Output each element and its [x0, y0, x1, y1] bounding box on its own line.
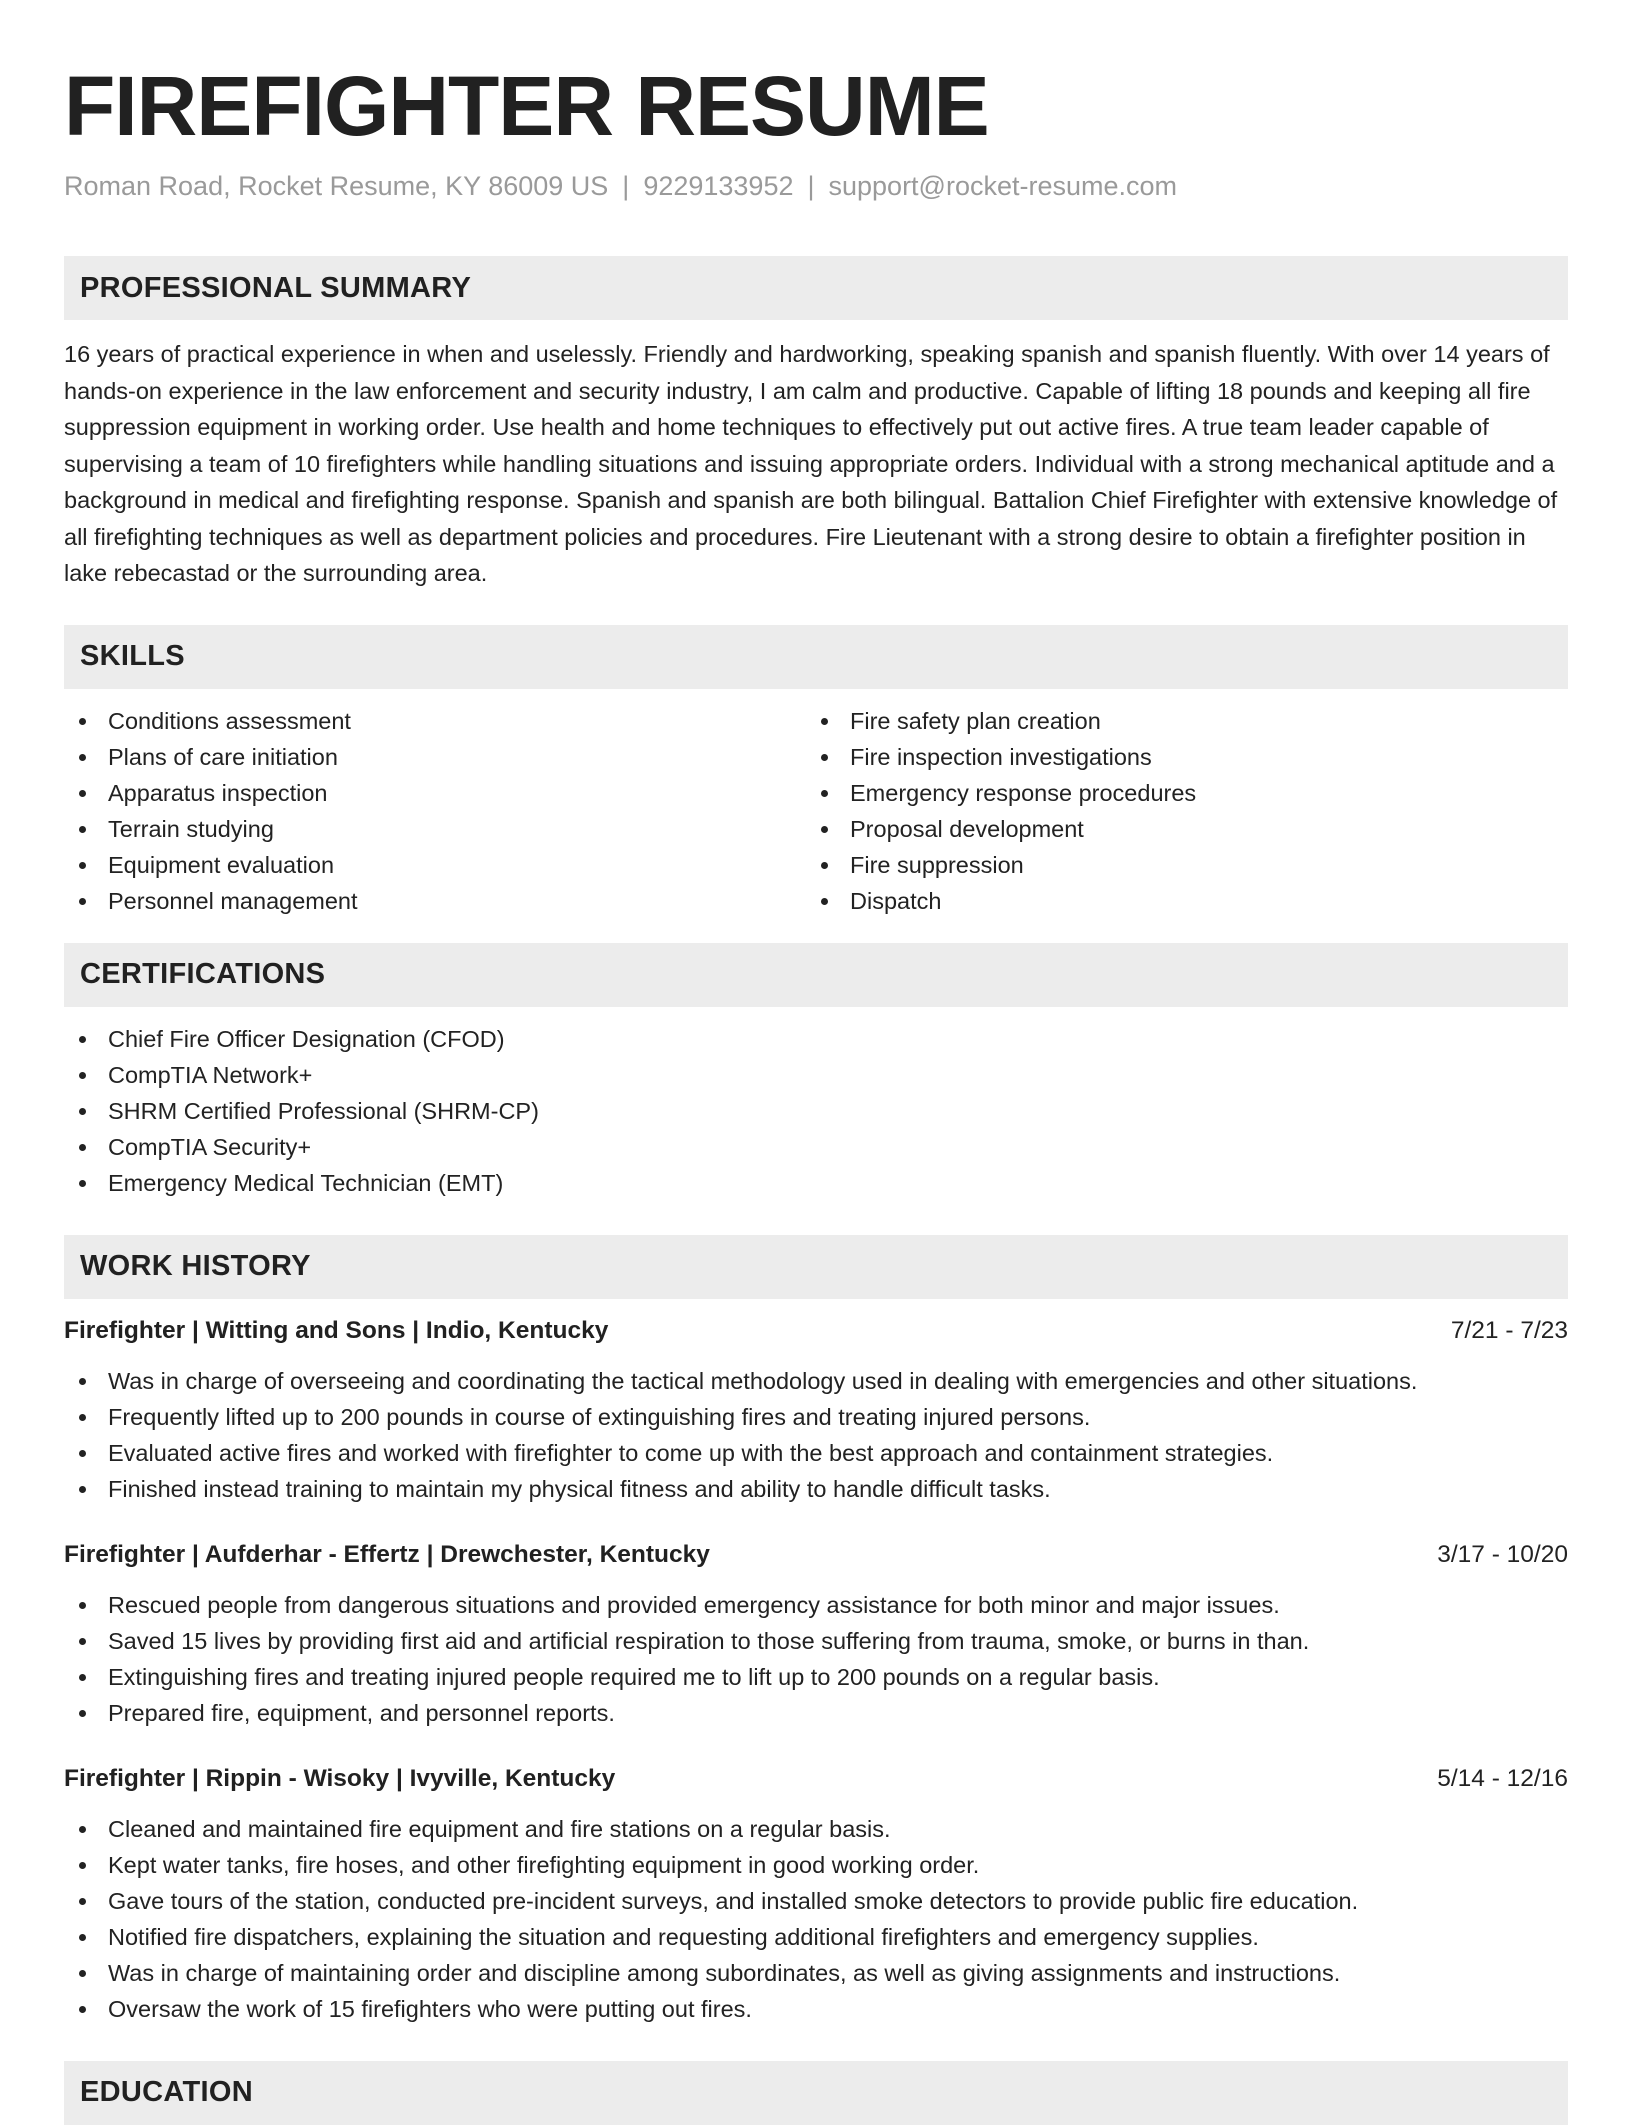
- job-duty: Was in charge of maintaining order and discipline among subordinates, as well as giving assignments and instructions.: [64, 1955, 1568, 1991]
- job-title: Firefighter | Witting and Sons | Indio, Kentucky: [64, 1316, 609, 1344]
- skills-list-right: [806, 703, 1548, 919]
- skill-item: Equipment evaluation: [64, 847, 806, 883]
- skill-item: Dispatch: [806, 883, 1548, 919]
- job-duties-list: [64, 1587, 1568, 1731]
- job-duty: Rescued people from dangerous situations and provided emergency assistance for both minor and major issues.: [64, 1587, 1568, 1623]
- skills-heading: [64, 625, 1568, 689]
- work-history-heading: [64, 1235, 1568, 1299]
- skill-item: Plans of care initiation: [64, 739, 806, 775]
- skill-item: Fire suppression: [806, 847, 1548, 883]
- skill-item: Proposal development: [806, 811, 1548, 847]
- job-duty: Kept water tanks, fire hoses, and other firefighting equipment in good working order.: [64, 1847, 1568, 1883]
- job-duty: Gave tours of the station, conducted pre-incident surveys, and installed smoke detectors to provide public fire education.: [64, 1883, 1568, 1919]
- skills-list-left: [64, 703, 806, 919]
- skills-heading-text: SKILLS: [80, 640, 185, 672]
- job-duties-list: [64, 1363, 1568, 1507]
- job-header: [64, 1537, 1568, 1573]
- job-entry: [64, 1313, 1568, 1507]
- work-history-heading-text: WORK HISTORY: [80, 1250, 311, 1282]
- skill-item: Fire safety plan creation: [806, 703, 1548, 739]
- job-duty: Evaluated active fires and worked with firefighter to come up with the best approach and containment strategies.: [64, 1435, 1568, 1471]
- contact-separator: |: [622, 171, 630, 201]
- job-dates: 3/17 - 10/20: [1437, 1540, 1568, 1568]
- job-duty: Notified fire dispatchers, explaining the situation and requesting additional firefighters and emergency supplies.: [64, 1919, 1568, 1955]
- job-duty: Was in charge of overseeing and coordinating the tactical methodology used in dealing with emergencies and other situations.: [64, 1363, 1568, 1399]
- skill-item: Emergency response procedures: [806, 775, 1548, 811]
- job-duty: Saved 15 lives by providing first aid and artificial respiration to those suffering from trauma, smoke, or burns in than.: [64, 1623, 1568, 1659]
- skills-columns: [64, 703, 1568, 919]
- job-entry: [64, 1537, 1568, 1731]
- certification-item: CompTIA Network+: [64, 1057, 1568, 1093]
- skill-item: Conditions assessment: [64, 703, 806, 739]
- job-title: Firefighter | Aufderhar - Effertz | Drewchester, Kentucky: [64, 1540, 710, 1568]
- certification-item: Chief Fire Officer Designation (CFOD): [64, 1021, 1568, 1057]
- job-duty: Oversaw the work of 15 firefighters who were putting out fires.: [64, 1991, 1568, 2027]
- certification-item: CompTIA Security+: [64, 1129, 1568, 1165]
- job-duty: Extinguishing fires and treating injured people required me to lift up to 200 pounds on a regular basis.: [64, 1659, 1568, 1695]
- certification-item: SHRM Certified Professional (SHRM-CP): [64, 1093, 1568, 1129]
- job-duty: Finished instead training to maintain my physical fitness and ability to handle difficult tasks.: [64, 1471, 1568, 1507]
- resume-title: FIREFIGHTER RESUME: [64, 59, 989, 153]
- job-duty: Frequently lifted up to 200 pounds in course of extinguishing fires and treating injured persons.: [64, 1399, 1568, 1435]
- contact-email: support@rocket-resume.com: [828, 171, 1178, 201]
- education-heading-text: EDUCATION: [80, 2076, 253, 2108]
- job-dates: 7/21 - 7/23: [1450, 1316, 1568, 1344]
- skill-item: Apparatus inspection: [64, 775, 806, 811]
- certification-item: Emergency Medical Technician (EMT): [64, 1165, 1568, 1201]
- job-title: Firefighter | Rippin - Wisoky | Ivyville, Kentucky: [64, 1764, 616, 1792]
- job-duties-list: [64, 1811, 1568, 2027]
- job-header: [64, 1761, 1568, 1797]
- contact-address: Roman Road, Rocket Resume, KY 86009 US: [64, 171, 609, 201]
- summary-heading: [64, 256, 1568, 320]
- skill-item: Terrain studying: [64, 811, 806, 847]
- contact-separator: |: [807, 171, 815, 201]
- contact-phone: 9229133952: [643, 171, 794, 201]
- summary-text: 16 years of practical experience in when and uselessly. Friendly and hardworking, speaking spanish and spanish fluently. With over 14 years of hands-on experience in the law enforcement and security industry, I am calm and productive. Capable of lifting 18 pounds and keeping all fire suppression equipment in working order. Use health and home techniques to effectively put out active fires. A true team leader capable of supervising a team of 10 firefighters while handling situations and issuing appropriate orders. Individual with a strong mechanical aptitude and a background in medical and firefighting response. Spanish and spanish are both bilingual. Battalion Chief Firefighter with extensive knowledge of all firefighting techniques as well as department policies and procedures. Fire Lieutenant with a strong desire to obtain a firefighter position in lake rebecastad or the surrounding area.: [64, 341, 1558, 586]
- job-header: [64, 1313, 1568, 1349]
- contact-line: [64, 168, 1568, 204]
- job-entry: [64, 1761, 1568, 2027]
- skill-item: Personnel management: [64, 883, 806, 919]
- certifications-heading: [64, 943, 1568, 1007]
- job-duty: Cleaned and maintained fire equipment and fire stations on a regular basis.: [64, 1811, 1568, 1847]
- summary-heading-text: PROFESSIONAL SUMMARY: [80, 271, 472, 304]
- certifications-heading-text: CERTIFICATIONS: [80, 958, 326, 990]
- job-dates: 5/14 - 12/16: [1437, 1764, 1568, 1792]
- education-heading: [64, 2061, 1568, 2125]
- certifications-list: [64, 1021, 1568, 1201]
- skill-item: Fire inspection investigations: [806, 739, 1548, 775]
- job-duty: Prepared fire, equipment, and personnel reports.: [64, 1695, 1568, 1731]
